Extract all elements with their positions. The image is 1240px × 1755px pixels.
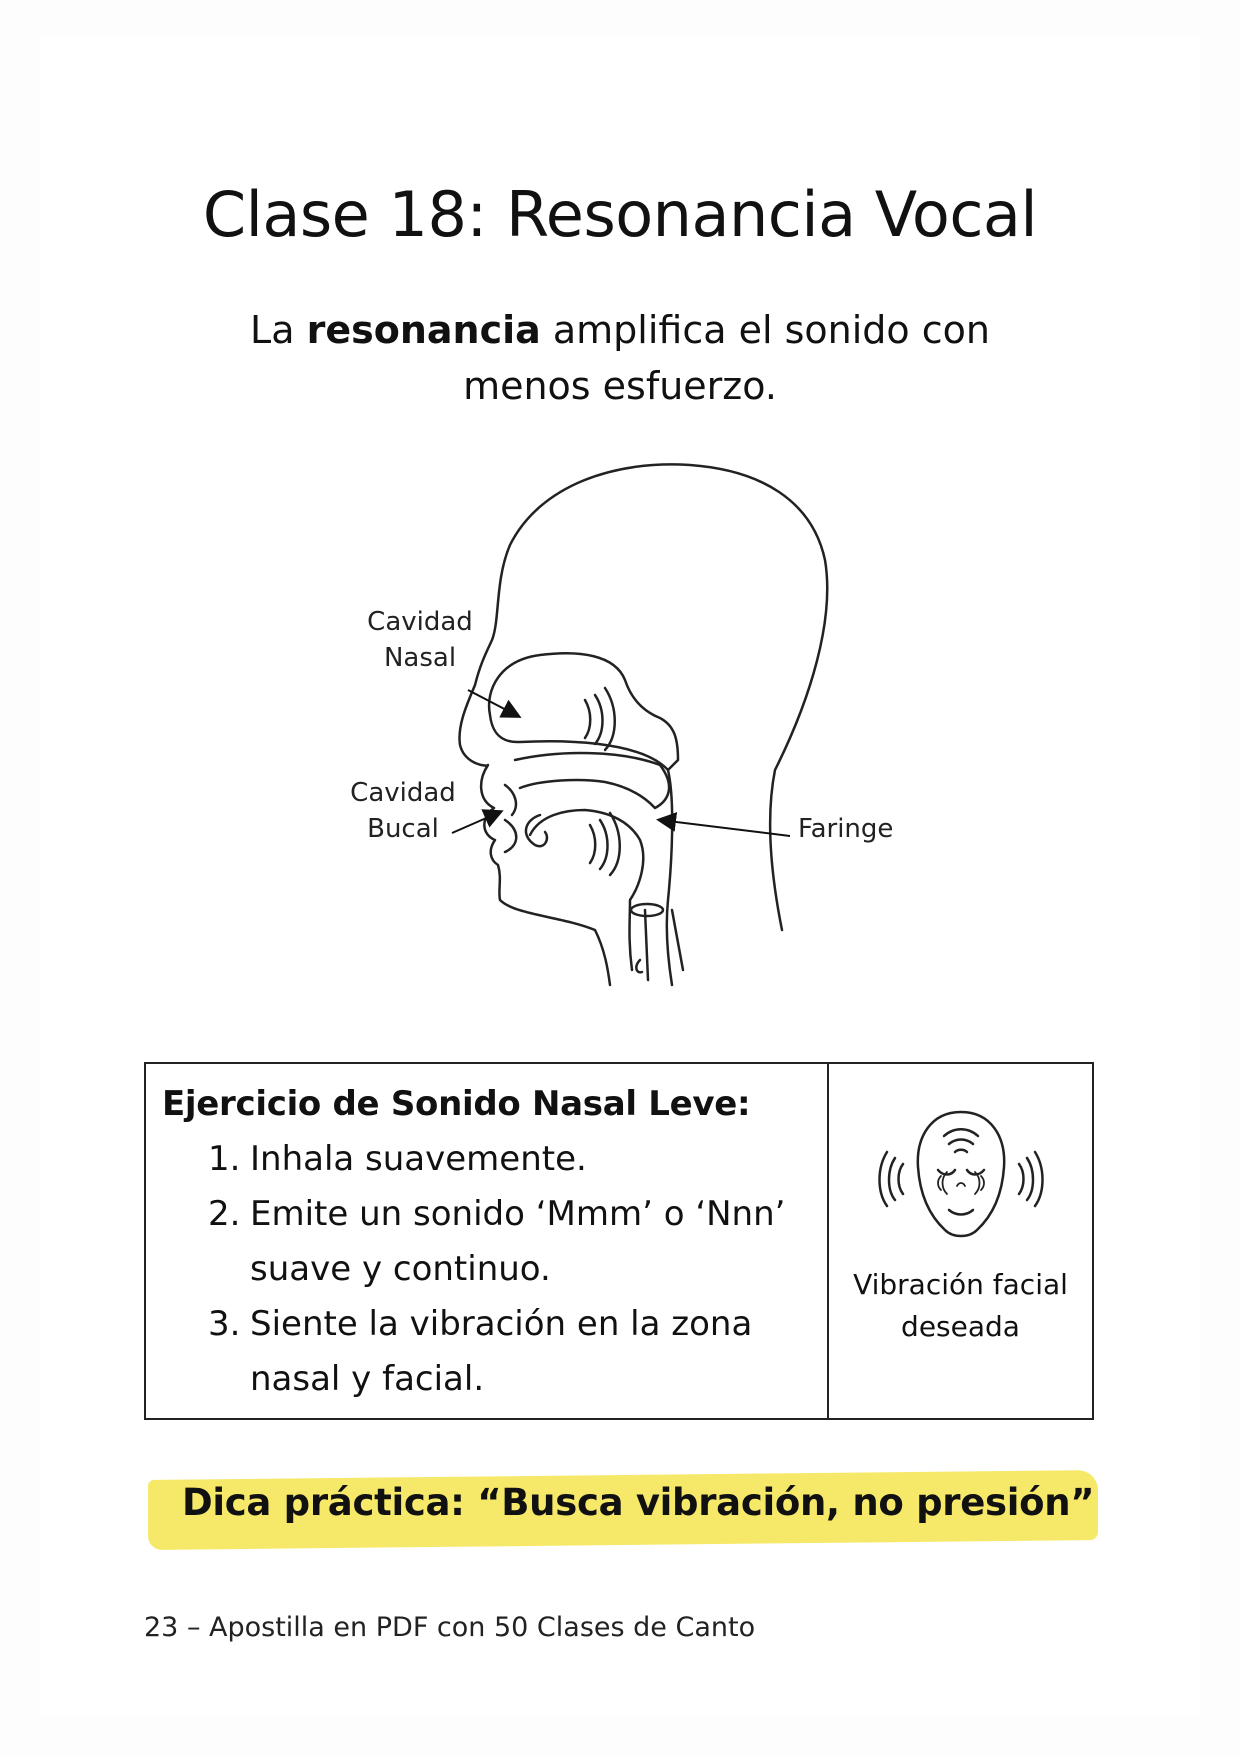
oral-wave-1	[590, 825, 595, 863]
bucal-arrow	[452, 812, 500, 833]
pharynx-wall	[667, 770, 672, 985]
page-footer: 23 – Apostilla en PDF con 50 Clases de Canto	[144, 1612, 756, 1643]
exercise-step	[208, 1297, 811, 1407]
palate-outline	[515, 753, 669, 808]
exercise-step	[208, 1187, 811, 1297]
step-number: 1.	[208, 1139, 241, 1179]
step-text: Emite un sonido ‘Mmm’ o ‘Nnn’ suave y continuo.	[250, 1194, 786, 1289]
nasal-wave-1	[585, 700, 590, 738]
nasal-wave-3	[605, 688, 615, 750]
oral-wave-3	[610, 813, 620, 875]
step-number: 3.	[208, 1304, 241, 1344]
nasal-label-line1: Cavidad	[367, 607, 473, 637]
exercise-step	[208, 1132, 811, 1187]
esophagus-curl	[636, 960, 642, 972]
step-text: Inhala suavemente.	[250, 1139, 587, 1179]
exercise-instructions	[146, 1064, 829, 1418]
subtitle-line2: menos esfuerzo.	[463, 364, 777, 408]
step-text: Siente la vibración en la zona nasal y facial.	[250, 1304, 753, 1399]
faringe-label: Faringe	[798, 814, 894, 844]
nasal-wave-2	[595, 695, 603, 744]
exercise-steps	[162, 1132, 811, 1407]
nasal-label-line2: Nasal	[383, 643, 457, 673]
subtitle	[0, 302, 1240, 414]
trachea-back	[672, 910, 683, 970]
tip-text: Dica práctica: “Busca vibración, no presión”	[182, 1481, 1095, 1524]
subtitle-rest: amplifica el sonido con	[540, 308, 990, 352]
trachea-front	[645, 910, 648, 980]
exercise-title: Ejercicio de Sonido Nasal Leve:	[162, 1084, 751, 1124]
larynx-ring	[631, 904, 663, 916]
bucal-label-line2: Bucal	[367, 814, 439, 844]
lips-outline	[505, 785, 516, 852]
head-outline	[459, 464, 827, 985]
exercise-box	[144, 1062, 1094, 1420]
vocal-tract-diagram	[0, 440, 1240, 1000]
step-number: 2.	[208, 1194, 241, 1234]
practical-tip	[148, 1467, 1098, 1545]
vibration-panel	[829, 1064, 1092, 1418]
nasal-arrow	[468, 690, 518, 716]
vibrating-face-icon	[861, 1102, 1061, 1252]
subtitle-prefix: La	[250, 308, 307, 352]
page-title: Clase 18: Resonancia Vocal	[202, 178, 1038, 251]
bucal-label-line1: Cavidad	[350, 778, 456, 808]
vibration-caption: Vibración facial deseada	[853, 1268, 1068, 1343]
subtitle-bold-term: resonancia	[306, 308, 541, 352]
oral-wave-2	[600, 820, 608, 869]
